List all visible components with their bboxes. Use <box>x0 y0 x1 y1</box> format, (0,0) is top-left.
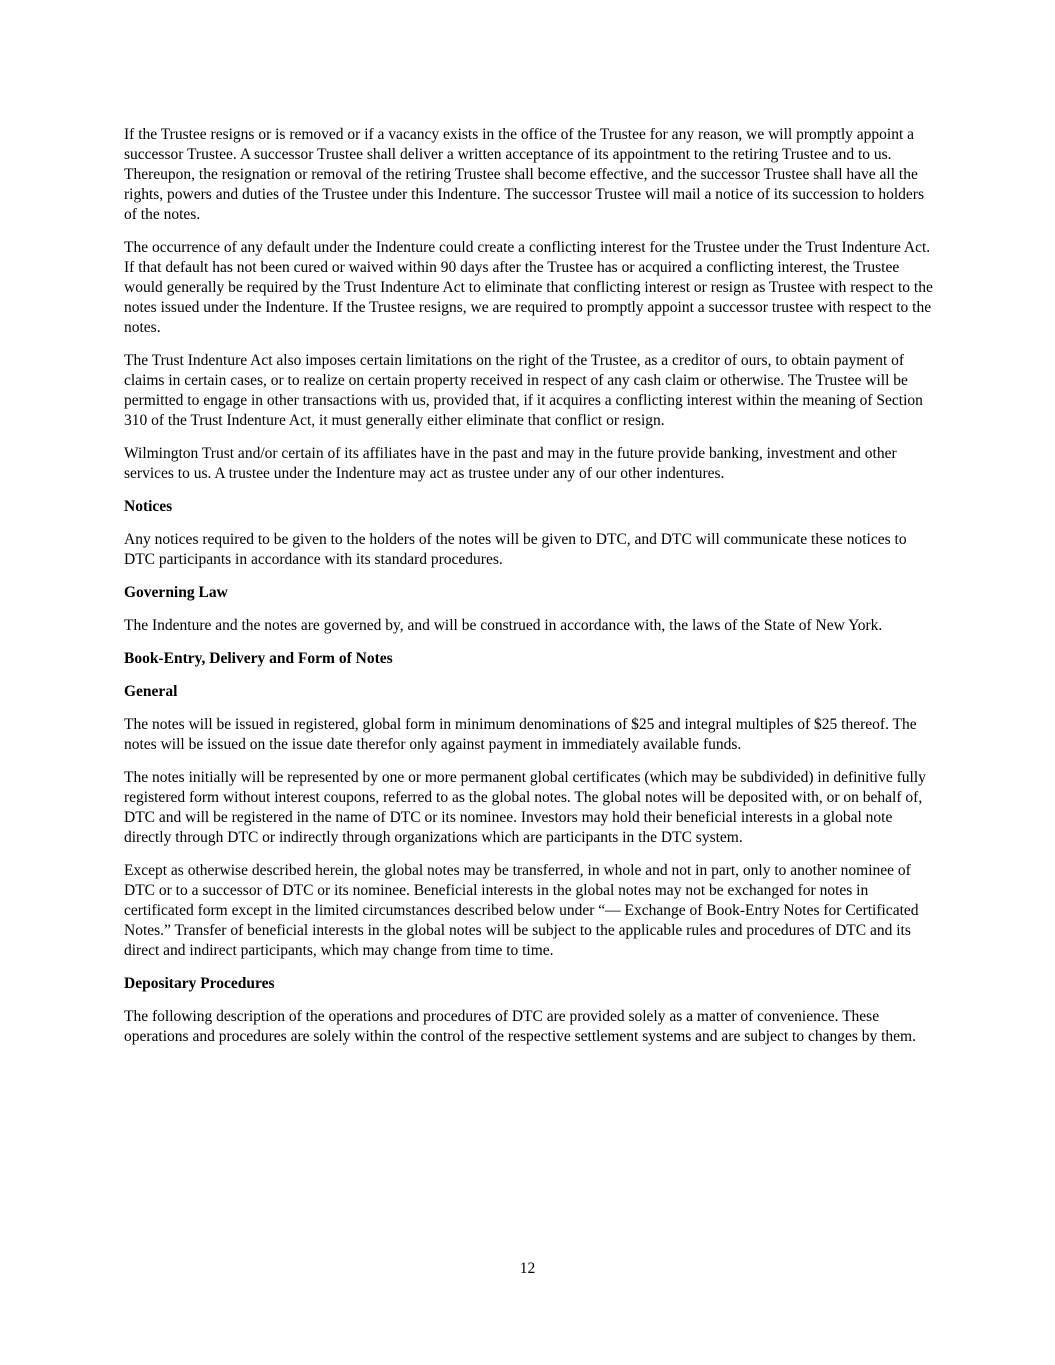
heading-book-entry: Book-Entry, Delivery and Form of Notes <box>124 650 393 667</box>
paragraph-denominations: The notes will be issued in registered, global form in minimum denominations of $25 and integral multiples of $25 thereof. The notes will be issued on the issue date therefor only against payment in immediately available funds. <box>124 716 917 753</box>
heading-governing-law: Governing Law <box>124 584 228 601</box>
paragraph-governing-law: The Indenture and the notes are governed by, and will be construed in accordance with, the laws of the State of New York. <box>124 617 883 634</box>
heading-depositary-procedures: Depositary Procedures <box>124 975 275 992</box>
paragraph-successor-trustee: If the Trustee resigns or is removed or if a vacancy exists in the office of the Trustee for any reason, we will promptly appoint a successor Trustee. A successor Trustee shall deliver a written acceptance of its appointment to the retiring Trustee and to us. Thereupon, the resignation or removal of the retiring Trustee shall become effective, and the successor Trustee shall have all the rights, powers and duties of the Trustee under this Indenture. The successor Trustee will mail a notice of its succession to holders of the notes. <box>124 126 924 223</box>
paragraph-trust-indenture-act-limitations: The Trust Indenture Act also imposes certain limitations on the right of the Trustee, as a creditor of ours, to obtain payment of claims in certain cases, or to realize on certain property received in respect of any cash claim or otherwise. The Trustee will be permitted to engage in other transactions with us, provided that, if it acquires a conflicting interest within the meaning of Section 310 of the Trust Indenture Act, it must generally either eliminate that conflict or resign. <box>124 352 923 429</box>
paragraph-global-certificates: The notes initially will be represented by one or more permanent global certificates (which may be subdivided) in definitive fully registered form without interest coupons, referred to as the global notes. The global notes will be deposited with, or on behalf of, DTC and will be registered in the name of DTC or its nominee. Investors may hold their beneficial interests in a global note directly through DTC or indirectly through organizations which are participants in the DTC system. <box>124 769 926 846</box>
document-body <box>124 125 936 1060</box>
page-number: 12 <box>519 1260 536 1277</box>
paragraph-notices: Any notices required to be given to the holders of the notes will be given to DTC, and DTC will communicate these notices to DTC participants in accordance with its standard procedures. <box>124 531 907 568</box>
heading-notices: Notices <box>124 498 173 515</box>
paragraph-transfer-restrictions: Except as otherwise described herein, the global notes may be transferred, in whole and not in part, only to another nominee of DTC or to a successor of DTC or its nominee. Beneficial interests in the global notes may not be exchanged for notes in certificated form except in the limited circumstances described below under “— Exchange of Book-Entry Notes for Certificated Notes.” Transfer of beneficial interests in the global notes will be subject to the applicable rules and procedures of DTC and its direct and indirect participants, which may change from time to time. <box>124 862 919 959</box>
heading-general: General <box>124 683 178 700</box>
paragraph-wilmington-trust: Wilmington Trust and/or certain of its affiliates have in the past and may in the future provide banking, investment and other services to us. A trustee under the Indenture may act as trustee under any of our other indentures. <box>124 445 897 482</box>
paragraph-conflicting-interest: The occurrence of any default under the Indenture could create a conflicting interest for the Trustee under the Trust Indenture Act. If that default has not been cured or waived within 90 days after the Trustee has or acquired a conflicting interest, the Trustee would generally be required by the Trust Indenture Act to eliminate that conflicting interest or resign as Trustee with respect to the notes issued under the Indenture. If the Trustee resigns, we are required to promptly appoint a successor trustee with respect to the notes. <box>124 239 933 336</box>
paragraph-depositary-procedures: The following description of the operations and procedures of DTC are provided solely as a matter of convenience. These operations and procedures are solely within the control of the respective settlement systems and are subject to changes by them. <box>124 1008 916 1045</box>
